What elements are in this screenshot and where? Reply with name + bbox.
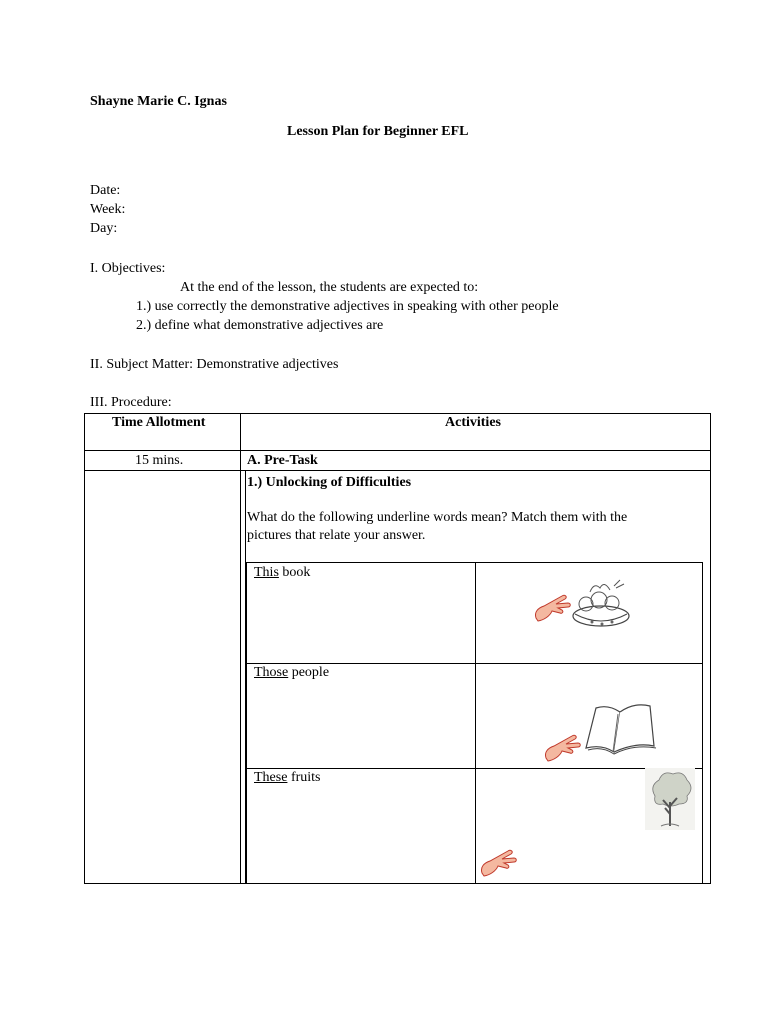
week-field: Week: <box>90 202 126 217</box>
time-value: 15 mins. <box>135 453 184 468</box>
subject-matter: II. Subject Matter: Demonstrative adjectives <box>90 357 339 372</box>
match-row-2-label: Those people <box>254 665 330 680</box>
document-title: Lesson Plan for Beginner EFL <box>287 124 469 139</box>
day-field: Day: <box>90 221 118 236</box>
instruction-line-2: pictures that relate your answer. <box>247 528 426 543</box>
open-book-icon <box>582 702 658 754</box>
procedure-heading: III. Procedure: <box>90 395 172 410</box>
col-header-time: Time Allotment <box>112 415 206 430</box>
author-name: Shayne Marie C. Ignas <box>90 94 227 109</box>
pointing-hand-icon <box>478 845 518 881</box>
objectives-intro: At the end of the lesson, the students are expected to: <box>180 280 479 295</box>
col-header-activities: Activities <box>445 415 501 430</box>
date-field: Date: <box>90 183 121 198</box>
pointing-hand-icon <box>532 590 572 626</box>
instruction-line-1: What do the following underline words mean? Match them with the <box>247 510 628 525</box>
objective-item-1: 1.) use correctly the demonstrative adjectives in speaking with other people <box>136 299 559 314</box>
pointing-hand-icon <box>542 730 582 766</box>
objective-item-2: 2.) define what demonstrative adjectives are <box>136 318 384 333</box>
tree-icon <box>645 768 695 830</box>
match-row-3-label: These fruits <box>254 770 321 785</box>
stage-label: A. Pre-Task <box>247 453 318 468</box>
step-label: 1.) Unlocking of Difficulties <box>247 475 412 490</box>
fruit-basket-icon <box>570 578 632 632</box>
objectives-heading: I. Objectives: <box>90 261 166 276</box>
match-row-1-label: This book <box>254 565 311 580</box>
